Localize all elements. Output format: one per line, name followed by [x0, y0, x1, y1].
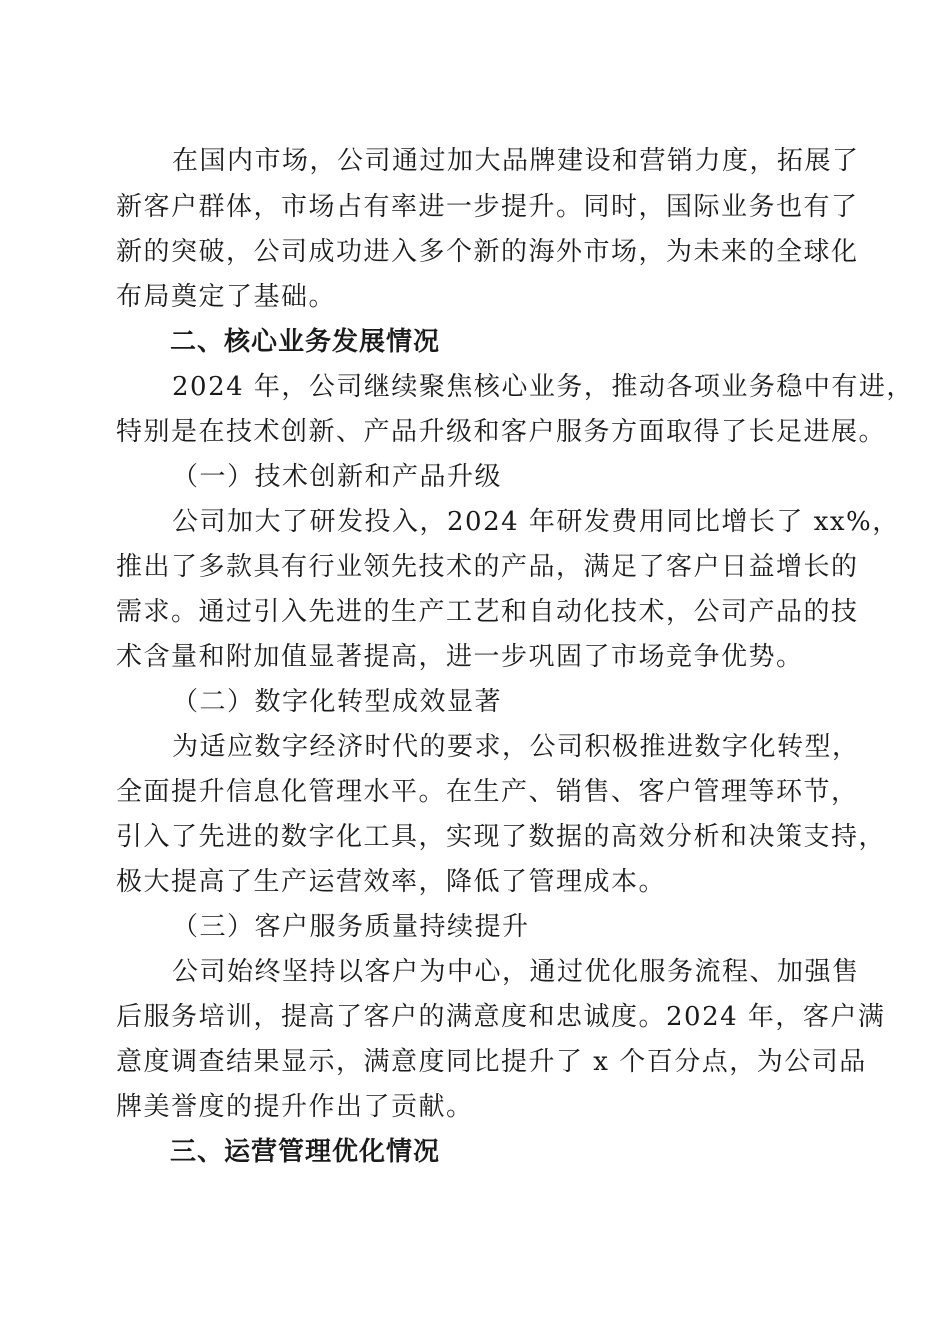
paragraph-3-line-2: 推出了多款具有行业领先技术的产品，满足了客户日益增长的 — [116, 552, 859, 582]
paragraph-3-line-1: 公司加大了研发投入，2024 年研发费用同比增长了 xx%， — [172, 507, 900, 537]
paragraph-1-line-1: 在国内市场，公司通过加大品牌建设和营销力度，拓展了 — [172, 146, 860, 176]
subsection-heading-3: （三）客户服务质量持续提升 — [172, 912, 530, 942]
paragraph-2-line-1: 2024 年，公司继续聚焦核心业务，推动各项业务稳中有进， — [172, 372, 914, 402]
paragraph-1-line-3: 新的突破，公司成功进入多个新的海外市场，为未来的全球化 — [116, 237, 859, 267]
subsection-heading-1: （一）技术创新和产品升级 — [172, 462, 503, 492]
paragraph-5-line-2: 后服务培训，提高了客户的满意度和忠诚度。2024 年，客户满 — [116, 1002, 886, 1032]
paragraph-5-line-1: 公司始终坚持以客户为中心，通过优化服务流程、加强售 — [172, 957, 860, 987]
paragraph-4-line-2: 全面提升信息化管理水平。在生产、销售、客户管理等环节， — [116, 777, 859, 807]
subsection-heading-2: （二）数字化转型成效显著 — [172, 687, 503, 717]
paragraph-4-line-4: 极大提高了生产运营效率，降低了管理成本。 — [116, 867, 667, 897]
paragraph-1-line-4: 布局奠定了基础。 — [116, 282, 337, 312]
paragraph-4-line-1: 为适应数字经济时代的要求，公司积极推进数字化转型， — [172, 732, 860, 762]
paragraph-5-line-3: 意度调查结果显示，满意度同比提升了 x 个百分点，为公司品 — [116, 1047, 867, 1077]
paragraph-2-line-2: 特别是在技术创新、产品升级和客户服务方面取得了长足进展。 — [116, 417, 887, 447]
paragraph-5-line-4: 牌美誉度的提升作出了贡献。 — [116, 1092, 474, 1122]
paragraph-3-line-3: 需求。通过引入先进的生产工艺和自动化技术，公司产品的技 — [116, 597, 859, 627]
section-heading-2: 二、核心业务发展情况 — [170, 327, 441, 357]
paragraph-3-line-4: 术含量和附加值显著提高，进一步巩固了市场竞争优势。 — [116, 642, 804, 672]
section-heading-3: 三、运营管理优化情况 — [170, 1137, 441, 1167]
paragraph-1-line-2: 新客户群体，市场占有率进一步提升。同时，国际业务也有了 — [116, 192, 859, 222]
paragraph-4-line-3: 引入了先进的数字化工具，实现了数据的高效分析和决策支持， — [116, 822, 887, 852]
